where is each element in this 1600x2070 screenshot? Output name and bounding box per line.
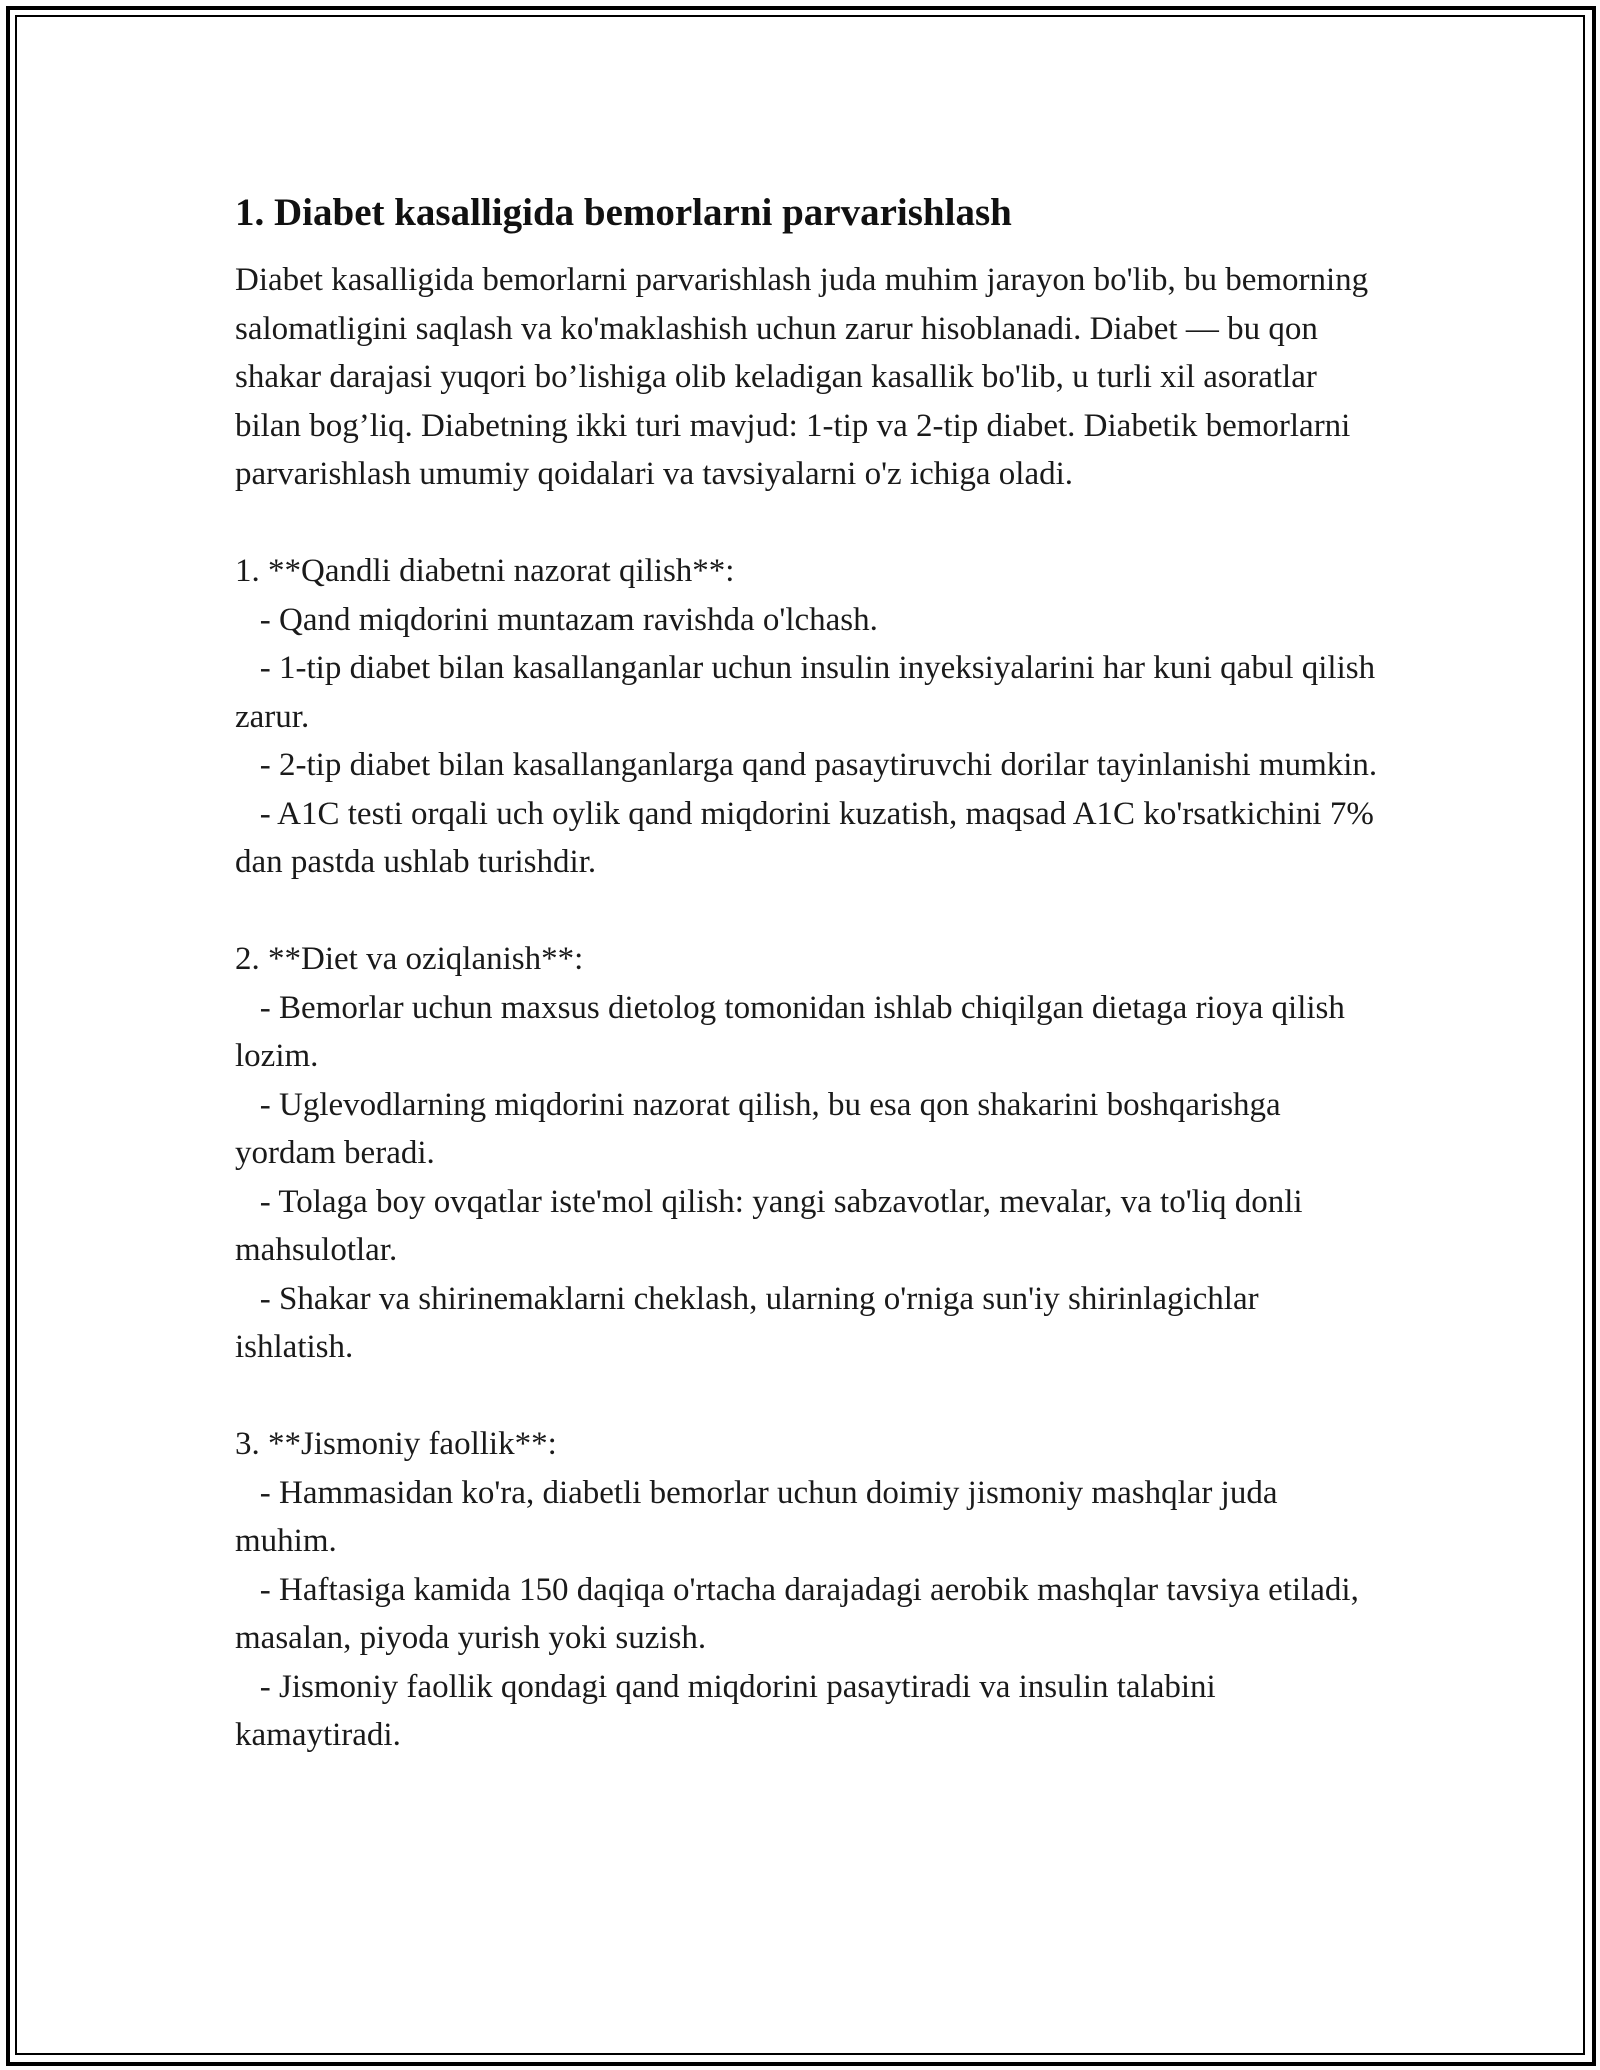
document-body (235, 187, 1385, 1760)
list-item: - A1C testi orqali uch oylik qand miqdorini kuzatish, maqsad A1C ko'rsatkichini 7% dan pastda ushlab turishdir. (235, 795, 1383, 880)
list-item: - Uglevodlarning miqdorini nazorat qilish, bu esa qon shakarini boshqarishga yordam beradi. (235, 1086, 1289, 1171)
section-control (235, 547, 1385, 887)
list-item: - Haftasiga kamida 150 daqiqa o'rtacha darajadagi aerobik mashqlar tavsiya etiladi, masalan, piyoda yurish yoki suzish. (235, 1571, 1368, 1656)
section-diet (235, 935, 1385, 1372)
list-item: - Hammasidan ko'ra, diabetli bemorlar uchun doimiy jismoniy mashqlar juda muhim. (235, 1474, 1286, 1559)
list-item: - 2-tip diabet bilan kasallanganlarga qand pasaytiruvchi dorilar tayinlanishi mumkin. (235, 747, 1378, 783)
section-heading: 1. **Qandli diabetni nazorat qilish**: (235, 553, 735, 589)
section-activity (235, 1420, 1385, 1760)
list-item: - 1-tip diabet bilan kasallanganlar uchun insulin inyeksiyalarini har kuni qabul qilish zarur. (235, 650, 1384, 735)
list-item: - Tolaga boy ovqatlar iste'mol qilish: yangi sabzavotlar, mevalar, va to'liq donli mahsulotlar. (235, 1183, 1311, 1268)
section-heading: 2. **Diet va oziqlanish**: (235, 941, 584, 977)
section-heading: 3. **Jismoniy faollik**: (235, 1426, 557, 1462)
list-item: - Bemorlar uchun maxsus dietolog tomonidan ishlab chiqilgan dietaga rioya qilish lozim. (235, 989, 1354, 1074)
list-item: - Jismoniy faollik qondagi qand miqdorini pasaytiradi va insulin talabini kamaytiradi. (235, 1668, 1224, 1753)
intro-paragraph: Diabet kasalligida bemorlarni parvarishlash juda muhim jarayon bo'lib, bu bemorning salomatligini saqlash va ko'maklashish uchun zarur hisoblanadi. Diabet — bu qon shakar darajasi yuqori bo’lishiga olib keladigan kasallik bo'lib, u turli xil asoratlar bilan bog’liq. Diabetning ikki turi mavjud: 1-tip va 2-tip diabet. Diabetik bemorlarni parvarishlash umumiy qoidalari va tavsiyalarni o'z ichiga oladi. (235, 262, 1369, 492)
list-item: - Shakar va shirinemaklarni cheklash, ularning o'rniga sun'iy shirinlagichlar ishlatish. (235, 1280, 1267, 1365)
list-item: - Qand miqdorini muntazam ravishda o'lchash. (235, 601, 878, 638)
document-title: 1. Diabet kasalligida bemorlarni parvarishlash (235, 191, 1012, 234)
